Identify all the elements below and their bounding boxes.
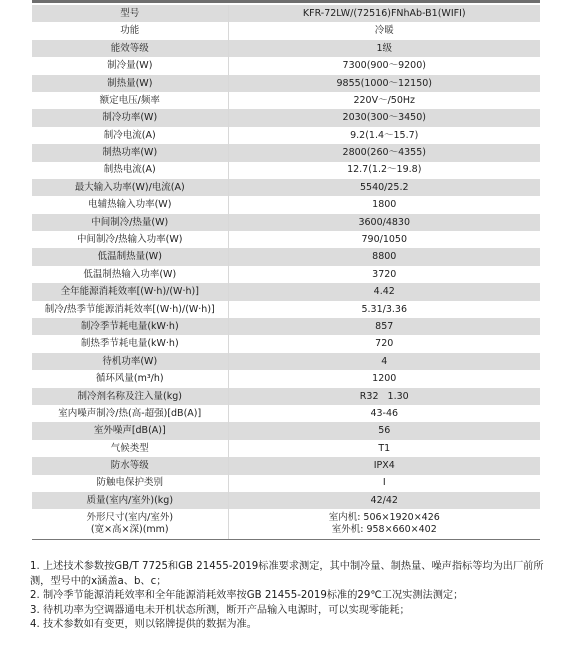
- spec-row: [32, 57, 540, 74]
- spec-label: 防水等级: [32, 457, 228, 474]
- spec-label: 制冷功率(W): [32, 109, 228, 126]
- spec-row: [32, 301, 540, 318]
- spec-value: 9.2(1.4～15.7): [228, 127, 540, 144]
- spec-row: [32, 405, 540, 422]
- table-top-rule: [32, 0, 540, 3]
- spec-label: 制冷季节耗电量(kW·h): [32, 318, 228, 335]
- dimensions-label-line2: (宽×高×深)(mm): [90, 524, 169, 536]
- spec-value: 43-46: [228, 405, 540, 422]
- spec-label: 低温制热输入功率(W): [32, 266, 228, 283]
- spec-value: 4: [228, 353, 540, 370]
- spec-row: [32, 370, 540, 387]
- spec-label: 室外噪声[dB(A)]: [32, 422, 228, 439]
- spec-label: 制冷量(W): [32, 57, 228, 74]
- spec-label: 型号: [32, 5, 228, 22]
- spec-value: 2800(260～4355): [228, 144, 540, 161]
- spec-row: [32, 109, 540, 126]
- spec-row: [32, 492, 540, 509]
- spec-row: [32, 266, 540, 283]
- spec-row: [32, 248, 540, 265]
- spec-row: [32, 318, 540, 335]
- spec-row: [32, 422, 540, 439]
- spec-label: 中间制冷/热量(W): [32, 214, 228, 231]
- spec-value: I: [228, 475, 540, 492]
- spec-label: 制热量(W): [32, 75, 228, 92]
- footnotes: [30, 560, 550, 633]
- dimensions-value: [228, 509, 540, 540]
- spec-label: 电辅热输入功率(W): [32, 196, 228, 213]
- spec-table-body: [32, 5, 540, 540]
- spec-value: 8800: [228, 248, 540, 265]
- spec-label: 制冷/热季节能源消耗效率[(W·h)/(W·h)]: [32, 301, 228, 318]
- footnote: 2. 制冷季节能源消耗效率和全年能源消耗效率按GB 21455-2019标准的29℃工况实测法测定；: [30, 590, 464, 602]
- spec-row: [32, 388, 540, 405]
- spec-value: 220V～/50Hz: [228, 92, 540, 109]
- spec-value: R32 1.30: [228, 388, 540, 405]
- spec-row: [32, 127, 540, 144]
- spec-value: T1: [228, 440, 540, 457]
- spec-value: 3600/4830: [228, 214, 540, 231]
- spec-value: 1200: [228, 370, 540, 387]
- spec-label: 功能: [32, 22, 228, 39]
- spec-row: [32, 162, 540, 179]
- spec-value: 790/1050: [228, 231, 540, 248]
- spec-row: [32, 75, 540, 92]
- spec-value: 4.42: [228, 283, 540, 300]
- spec-row: [32, 196, 540, 213]
- spec-row: [32, 440, 540, 457]
- spec-label: 制冷电流(A): [32, 127, 228, 144]
- spec-label: 中间制冷/热输入功率(W): [32, 231, 228, 248]
- spec-value: 5.31/3.36: [228, 301, 540, 318]
- spec-label: 质量(室内/室外)(kg): [32, 492, 228, 509]
- spec-label: 最大输入功率(W)/电流(A): [32, 179, 228, 196]
- spec-value: 1级: [228, 40, 540, 57]
- spec-row: [32, 179, 540, 196]
- dimensions-label-line1: 外形尺寸(室内/室外): [86, 511, 174, 523]
- spec-row: [32, 283, 540, 300]
- spec-value: 720: [228, 335, 540, 352]
- spec-value: 56: [228, 422, 540, 439]
- spec-label: 制热功率(W): [32, 144, 228, 161]
- spec-label: 制冷剂名称及注入量(kg): [32, 388, 228, 405]
- spec-value: KFR-72LW/(72516)FNhAb-B1(WIFI): [228, 5, 540, 22]
- spec-label: 全年能源消耗效率[(W·h)/(W·h)]: [32, 283, 228, 300]
- spec-row: [32, 22, 540, 39]
- spec-value: IPX4: [228, 457, 540, 474]
- spec-value: 42/42: [228, 492, 540, 509]
- spec-label: 室内噪声制冷/热(高-超强)[dB(A)]: [32, 405, 228, 422]
- spec-label: 制热电流(A): [32, 162, 228, 179]
- spec-label: 气候类型: [32, 440, 228, 457]
- footnote: 3. 待机功率为空调器通电未开机状态所测，断开产品输入电源时，可以实现零能耗；: [30, 604, 410, 616]
- footnote: 4. 技术参数如有变更，则以铭牌提供的数据为准。: [30, 619, 257, 631]
- dimensions-value-line2: 室外机: 958×660×402: [331, 524, 437, 536]
- spec-row: [32, 144, 540, 161]
- spec-row: [32, 457, 540, 474]
- spec-value: 2030(300～3450): [228, 109, 540, 126]
- spec-value: 3720: [228, 266, 540, 283]
- spec-value: 12.7(1.2～19.8): [228, 162, 540, 179]
- spec-value: 9855(1000～12150): [228, 75, 540, 92]
- spec-label: 循环风量(m³/h): [32, 370, 228, 387]
- spec-value: 5540/25.2: [228, 179, 540, 196]
- spec-value: 7300(900～9200): [228, 57, 540, 74]
- dimensions-label: [32, 509, 228, 540]
- spec-label: 额定电压/频率: [32, 92, 228, 109]
- spec-row: [32, 5, 540, 22]
- spec-row: [32, 214, 540, 231]
- footnote: 1. 上述技术参数按GB/T 7725和GB 21455-2019标准要求测定，其中制冷量、制热量、噪声指标等均为出厂前所测，型号中的x涵盖a、b、c；: [30, 561, 544, 587]
- dimensions-value-line1: 室内机: 506×1920×426: [328, 511, 440, 523]
- spec-label: 能效等级: [32, 40, 228, 57]
- spec-row: [32, 231, 540, 248]
- spec-value: 857: [228, 318, 540, 335]
- spec-label: 低温制热量(W): [32, 248, 228, 265]
- dimensions-row: [32, 509, 540, 540]
- spec-label: 制热季节耗电量(kW·h): [32, 335, 228, 352]
- spec-value: 冷暖: [228, 22, 540, 39]
- spec-table: [32, 5, 540, 540]
- spec-value: 1800: [228, 196, 540, 213]
- spec-row: [32, 40, 540, 57]
- spec-label: 防触电保护类别: [32, 475, 228, 492]
- spec-row: [32, 475, 540, 492]
- spec-row: [32, 353, 540, 370]
- spec-row: [32, 335, 540, 352]
- spec-row: [32, 92, 540, 109]
- spec-label: 待机功率(W): [32, 353, 228, 370]
